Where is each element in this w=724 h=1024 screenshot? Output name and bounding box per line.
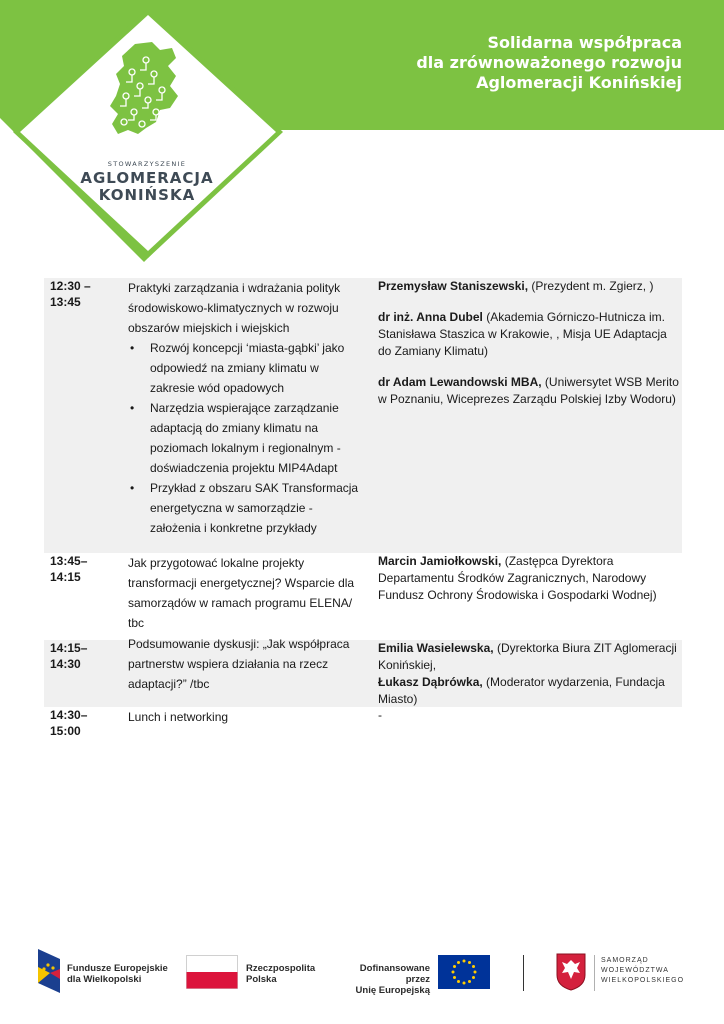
agenda-topic: Lunch i networking — [128, 710, 229, 724]
rp-line1: Rzeczpospolita — [246, 963, 316, 974]
rp-line2: Polska — [246, 974, 277, 985]
speaker-name: dr inż. Anna Dubel — [378, 310, 483, 324]
speaker-role: (Uniwersytet WSB Merito w Poznaniu, Wiceprezes Zarządu Polskiej Izby Wodoru) — [378, 375, 679, 406]
header-title-line: Solidarna współpraca — [487, 33, 682, 52]
fe-logo-icon — [36, 949, 62, 993]
agenda-speakers — [378, 553, 680, 618]
speaker-role: (Akademia Górniczo-Hutnicza im. Stanisława Staszica w Krakowie, , Misja UE Adaptacja do Zamiany Klimatu) — [378, 310, 667, 358]
sw-line3: WIELKOPOLSKIEGO — [601, 977, 685, 984]
fe-logo-text — [67, 963, 168, 985]
sw-line2: WOJEWÓDZTWA — [601, 967, 669, 974]
speaker — [378, 278, 680, 295]
logo-koninska: KONIŃSKA — [98, 186, 196, 204]
speaker — [378, 674, 680, 708]
agenda-bullet: • Przykład z obszaru SAK Transformacja energetyczna w samorządzie - założenia i konkretne przykłady — [150, 478, 366, 538]
agenda-topic — [128, 278, 366, 538]
eu-line2: Unię Europejską — [355, 985, 430, 996]
speaker-name: Marcin Jamiołkowski, — [378, 554, 502, 568]
agenda-speakers — [378, 278, 680, 422]
speaker-name: Łukasz Dąbrówka, — [378, 675, 483, 689]
agenda-time: 12:30 – 13:45 — [50, 279, 91, 309]
fe-line1: Fundusze Europejskie — [67, 963, 168, 974]
crest-divider — [594, 955, 595, 991]
speaker-name: dr Adam Lewandowski MBA, — [378, 375, 542, 389]
agenda-row — [44, 707, 682, 747]
speaker-role: (Prezydent m. Zgierz, ) — [528, 279, 654, 293]
wielkopolska-crest-icon — [556, 953, 586, 991]
logo-aglomeracja: AGLOMERACJA — [80, 169, 214, 187]
agenda-speakers — [378, 640, 680, 708]
speaker-name: Przemysław Staniszewski, — [378, 279, 529, 293]
eu-line1: Dofinansowane przez — [359, 963, 430, 985]
agenda-row — [44, 278, 682, 553]
speaker-role: (Dyrektorka Biura ZIT Aglomeracji Konińskiej, — [378, 641, 677, 672]
rp-logo-text — [246, 963, 315, 985]
agenda-row — [44, 553, 682, 640]
header-title — [416, 33, 682, 93]
agenda-topic: Jak przygotować lokalne projekty transformacji energetycznej? Wsparcie dla samorządów w ramach programu ELENA/ tbc — [128, 556, 355, 630]
eu-flag-icon — [438, 955, 490, 989]
header-title-line: Aglomeracji Konińskiej — [476, 73, 682, 92]
poland-flag-icon — [186, 955, 238, 989]
speaker-role: (Moderator wydarzenia, Fundacja Miasto) — [378, 675, 665, 706]
speaker — [378, 309, 680, 360]
agenda-row — [44, 637, 682, 707]
header-title-line: dla zrównoważonego rozwoju — [416, 53, 682, 72]
speaker — [378, 374, 680, 408]
agenda-time: 13:45– 14:15 — [50, 554, 88, 584]
footer-divider — [523, 955, 524, 991]
logo-stowarzyszenie: STOWARZYSZENIE — [107, 160, 187, 168]
agenda-topic-bullets — [128, 338, 366, 538]
speaker — [378, 640, 680, 674]
speaker — [378, 553, 680, 604]
eu-logo-text — [334, 963, 430, 996]
footer-logos — [0, 945, 724, 1005]
speaker-name: Emilia Wasielewska, — [378, 641, 494, 655]
agenda-time: 14:15– 14:30 — [50, 641, 88, 671]
sw-logo-text — [601, 956, 684, 986]
agenda-bullet: • Rozwój koncepcji ‘miasta-gąbki’ jako odpowiedź na zmiany klimatu w zakresie wód opadowych — [150, 338, 366, 398]
agenda-table — [44, 278, 682, 747]
agenda-bullet: • Narzędzia wspierające zarządzanie adaptacją do zmiany klimatu na poziomach lokalnym i regionalnym - doświadczenia projektu MIP4Adapt — [150, 398, 366, 478]
fe-line2: dla Wielkopolski — [67, 974, 142, 985]
agenda-speakers: - — [378, 708, 382, 722]
agenda-time: 14:30– 15:00 — [50, 708, 88, 738]
speaker-role: (Zastępca Dyrektora Departamentu Środków Zagranicznych, Narodowy Fundusz Ochrony Środowiska i Gospodarki Wodnej) — [378, 554, 657, 602]
sw-line1: SAMORZĄD — [601, 957, 649, 964]
agenda-topic: Podsumowanie dyskusji: „Jak współpraca partnerstw wspiera działania na rzecz adaptacji?” /tbc — [128, 637, 350, 691]
agenda-topic-intro: Praktyki zarządzania i wdrażania polityk środowiskowo-klimatycznych w rozwoju obszarów miejskich i wiejskich — [128, 281, 341, 335]
